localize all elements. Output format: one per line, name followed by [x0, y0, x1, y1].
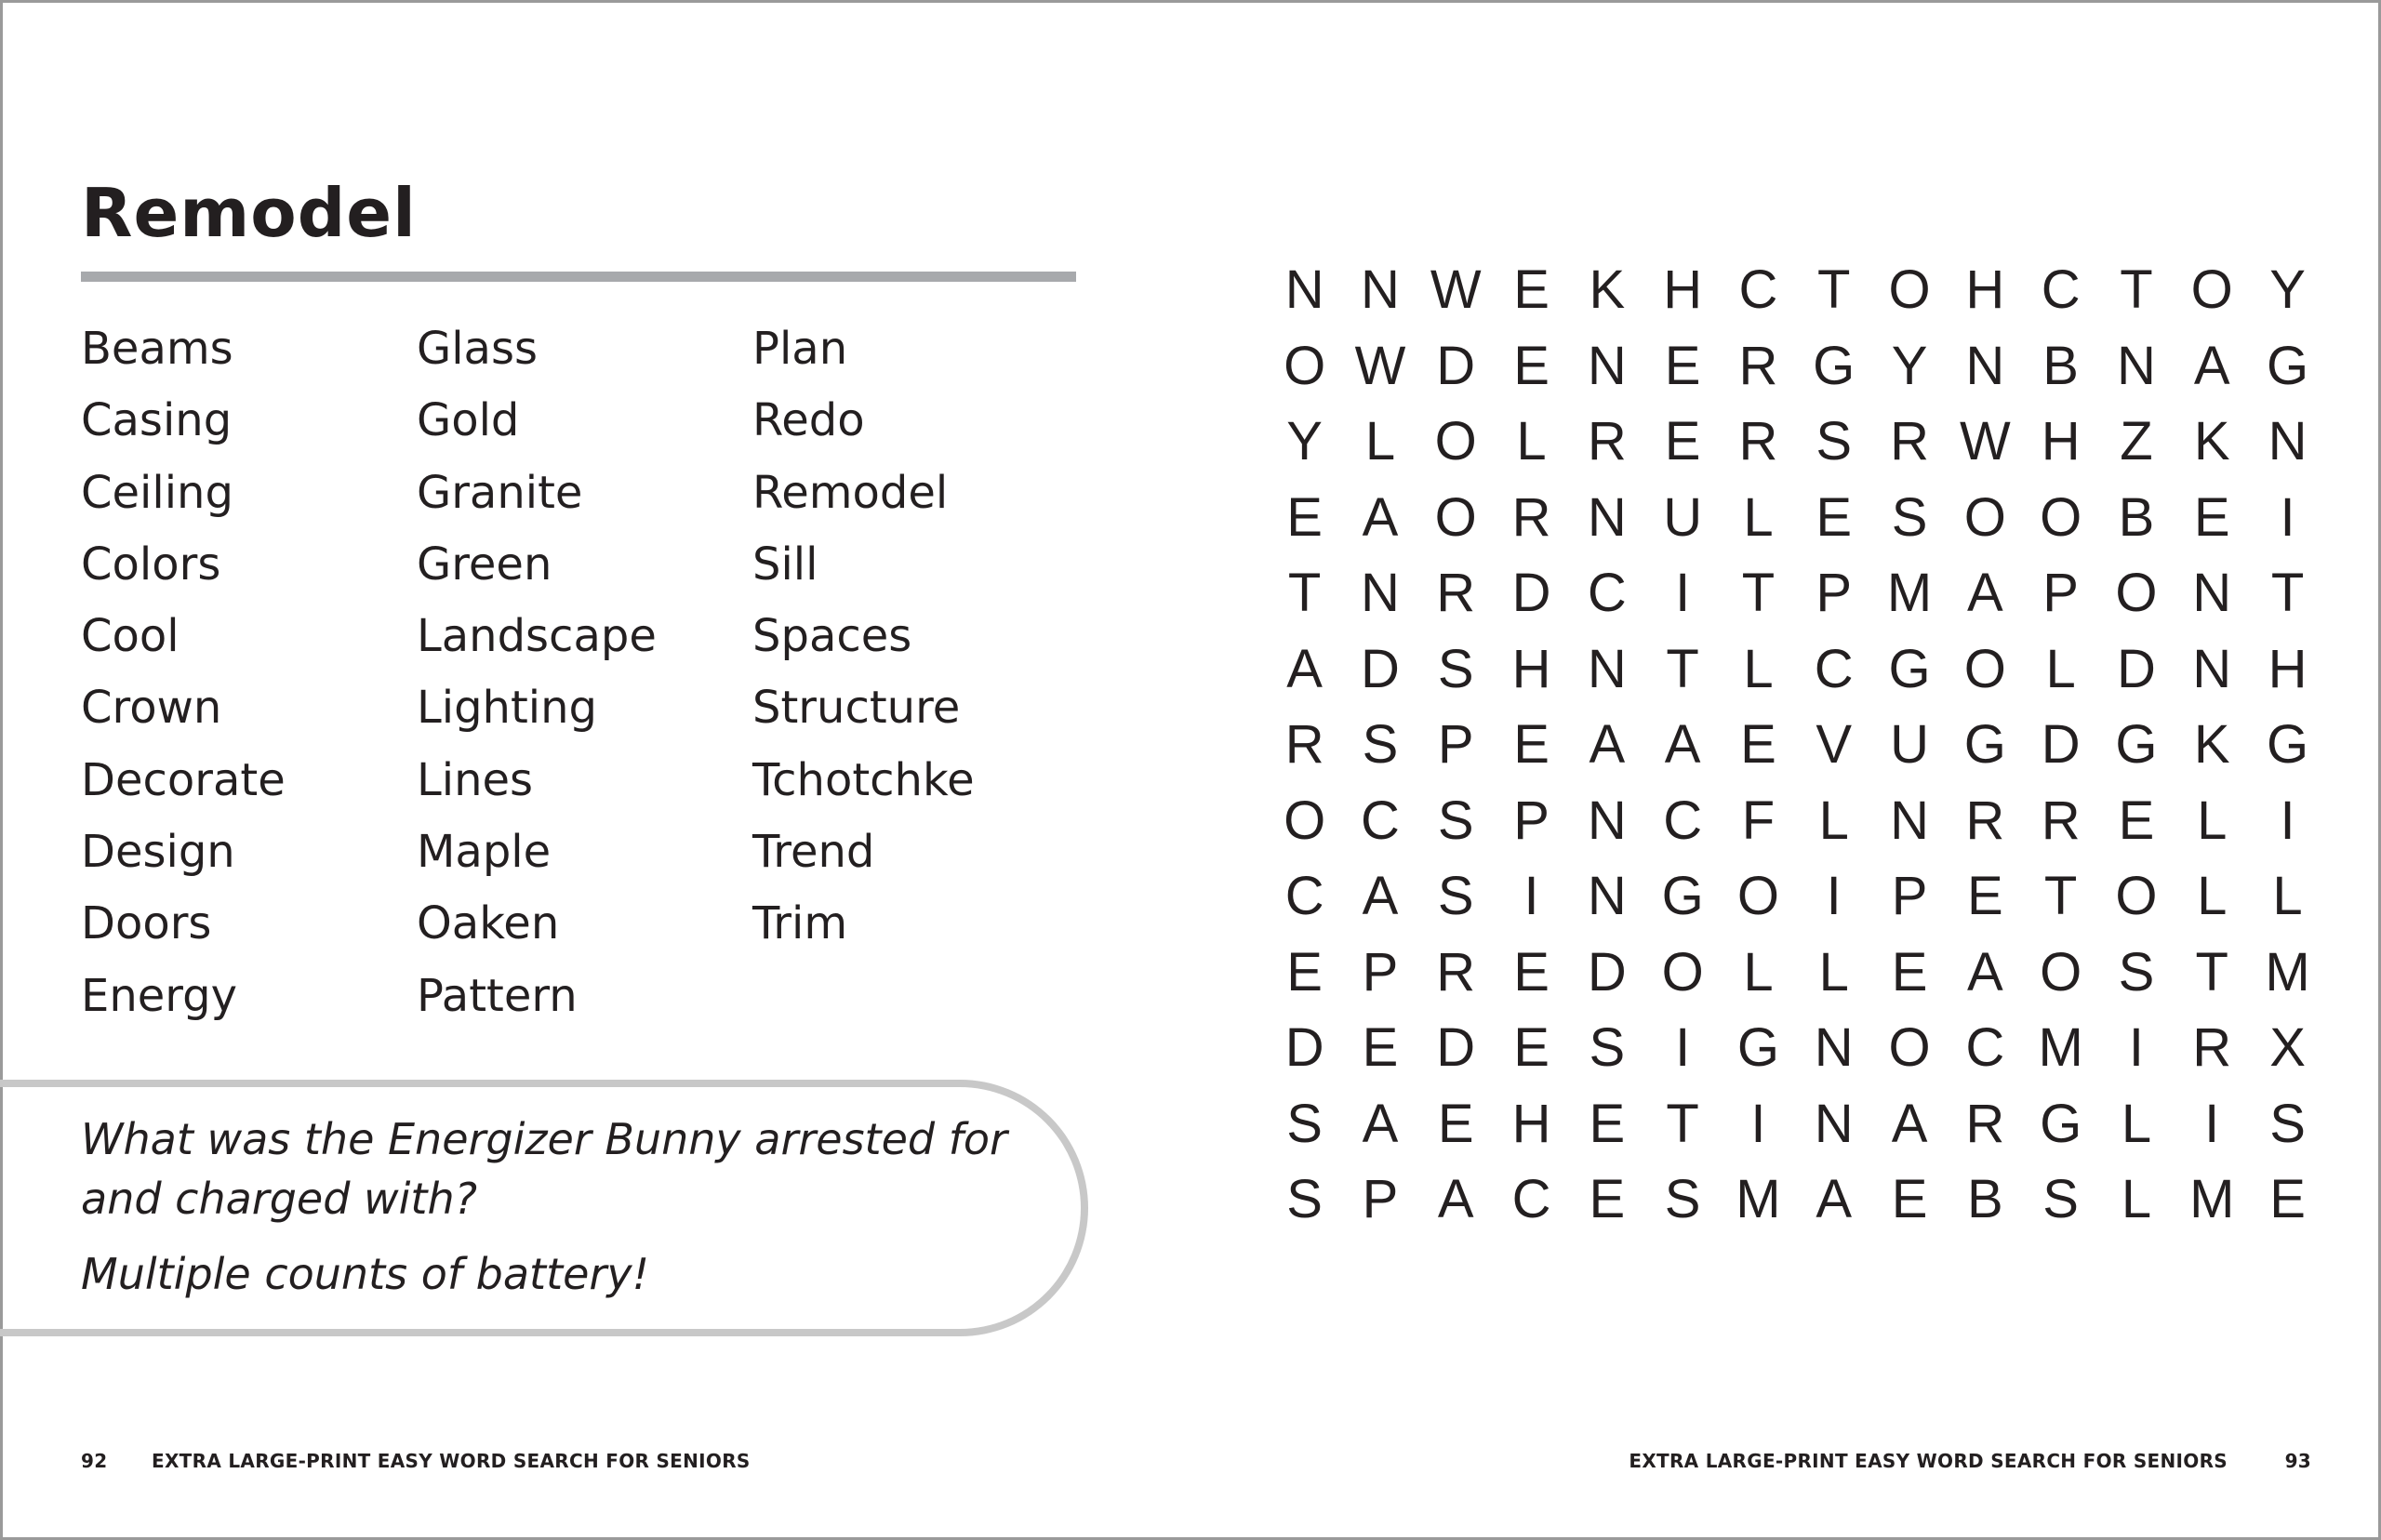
left-page-number: 92	[81, 1450, 108, 1472]
grid-letter: T	[1666, 638, 1699, 699]
grid-letter: O	[1888, 259, 1931, 320]
grid-letter: S	[2042, 1169, 2079, 1229]
grid-letter: G	[2040, 1093, 2082, 1154]
grid-letter: I	[1826, 866, 1842, 926]
word-list-item: Casing	[81, 394, 233, 447]
grid-letter: H	[1511, 1093, 1551, 1154]
word-list-item: Trim	[752, 897, 848, 950]
grid-letter: E	[2193, 486, 2230, 548]
grid-letter: B	[1966, 1169, 2003, 1229]
grid-letter: S	[1362, 714, 1399, 775]
word-list-item: Landscape	[417, 610, 657, 663]
grid-letter: T	[1741, 563, 1776, 623]
grid-letter: L	[2197, 790, 2228, 851]
grid-letter: L	[2272, 866, 2303, 926]
grid-letter: E	[1891, 1169, 1928, 1229]
grid-letter: E	[1437, 1093, 1474, 1154]
grid-letter: I	[1675, 563, 1691, 623]
grid-letter: D	[1284, 1017, 1324, 1078]
word-list-item: Decorate	[81, 753, 286, 806]
grid-row	[1267, 935, 2325, 1010]
grid-letter: N	[1587, 638, 1627, 699]
grid-letter: T	[2043, 866, 2078, 926]
grid-letter: D	[2041, 714, 2081, 775]
grid-letter: L	[2121, 1093, 2152, 1154]
grid-letter: C	[1814, 638, 1854, 699]
grid-letter: A	[1816, 1169, 1853, 1229]
grid-letter: G	[1963, 714, 2006, 775]
letter-grid	[1267, 252, 2325, 1236]
grid-letter: A	[1891, 1093, 1928, 1154]
grid-letter: E	[1362, 1017, 1399, 1078]
word-list-item: Granite	[417, 466, 583, 519]
word-list-item: Glass	[417, 323, 538, 375]
grid-letter: N	[1587, 790, 1627, 851]
grid-letter: N	[1814, 1093, 1854, 1154]
grid-letter: E	[2118, 790, 2155, 851]
grid-letter: T	[1817, 259, 1851, 320]
grid-letter: G	[1661, 866, 1704, 926]
grid-letter: E	[1513, 335, 1550, 396]
grid-letter: O	[2040, 486, 2082, 548]
grid-letter: H	[2268, 638, 2308, 699]
grid-letter: K	[2193, 714, 2230, 775]
left-running-footer: EXTRA LARGE-PRINT EASY WORD SEARCH FOR SENIORS	[152, 1450, 751, 1472]
word-list-item: Lines	[417, 753, 534, 806]
grid-letter: N	[2117, 335, 2156, 396]
grid-letter: N	[2192, 638, 2232, 699]
grid-letter: D	[1511, 563, 1551, 623]
grid-letter: I	[1675, 1017, 1691, 1078]
grid-letter: D	[1436, 335, 1476, 396]
grid-letter: O	[1434, 411, 1477, 471]
grid-letter: E	[1664, 335, 1701, 396]
grid-letter: M	[2265, 941, 2310, 1002]
grid-letter: M	[1736, 1169, 1781, 1229]
word-list-item: Cool	[81, 610, 180, 663]
grid-letter: N	[1814, 1017, 1854, 1078]
grid-letter: A	[1286, 638, 1323, 699]
grid-row	[1267, 252, 2325, 327]
word-list-item: Plan	[752, 323, 848, 375]
grid-row	[1267, 328, 2325, 404]
title-underline	[81, 272, 1076, 282]
grid-letter: L	[1818, 790, 1849, 851]
grid-letter: O	[1661, 941, 1704, 1002]
grid-letter: L	[1743, 638, 1774, 699]
grid-letter: D	[1587, 941, 1627, 1002]
word-list-item: Spaces	[752, 610, 912, 663]
grid-letter: X	[2269, 1017, 2306, 1078]
grid-letter: P	[1891, 866, 1928, 926]
grid-letter: O	[1434, 486, 1477, 548]
grid-letter: R	[1738, 411, 1778, 471]
grid-row	[1267, 1086, 2325, 1162]
grid-letter: R	[1965, 790, 2005, 851]
grid-letter: E	[1513, 941, 1550, 1002]
word-list-column-1	[81, 313, 406, 1032]
grid-letter: Z	[2120, 411, 2153, 471]
grid-letter: P	[1362, 941, 1399, 1002]
word-list-item: Pattern	[417, 969, 578, 1022]
grid-letter: P	[1513, 790, 1550, 851]
grid-letter: S	[1286, 1093, 1323, 1154]
grid-letter: G	[2266, 335, 2309, 396]
grid-letter: Y	[1286, 411, 1323, 471]
word-list-column-2	[417, 313, 742, 1032]
grid-letter: A	[1589, 714, 1626, 775]
puzzle-title: Remodel	[81, 174, 417, 252]
grid-letter: A	[1664, 714, 1701, 775]
grid-letter: V	[1816, 714, 1853, 775]
grid-letter: S	[2269, 1093, 2306, 1154]
grid-letter: A	[2193, 335, 2230, 396]
grid-letter: E	[1891, 941, 1928, 1002]
grid-letter: A	[1437, 1169, 1474, 1229]
grid-letter: S	[1816, 411, 1853, 471]
grid-letter: O	[1888, 1017, 1931, 1078]
grid-letter: K	[2193, 411, 2230, 471]
grid-letter: O	[1736, 866, 1779, 926]
grid-letter: G	[1888, 638, 1931, 699]
grid-letter: N	[1965, 335, 2005, 396]
grid-letter: S	[1437, 638, 1474, 699]
grid-letter: O	[2115, 866, 2158, 926]
word-list-item: Design	[81, 826, 235, 879]
grid-row	[1267, 1162, 2325, 1237]
grid-row	[1267, 858, 2325, 934]
grid-letter: T	[1666, 1093, 1699, 1154]
grid-letter: G	[2115, 714, 2158, 775]
grid-row	[1267, 480, 2325, 555]
grid-letter: R	[1436, 563, 1476, 623]
grid-letter: R	[1587, 411, 1627, 471]
grid-letter: L	[1743, 486, 1774, 548]
grid-letter: O	[2115, 563, 2158, 623]
word-list-item: Beams	[81, 323, 233, 375]
word-list-item: Oaken	[417, 897, 560, 950]
grid-letter: N	[1284, 259, 1324, 320]
grid-letter: C	[1663, 790, 1703, 851]
grid-letter: T	[2120, 259, 2153, 320]
grid-row	[1267, 707, 2325, 782]
grid-letter: O	[2040, 941, 2082, 1002]
grid-letter: S	[2118, 941, 2155, 1002]
grid-row	[1267, 555, 2325, 631]
grid-letter: P	[2042, 563, 2079, 623]
grid-letter: Y	[1891, 335, 1928, 396]
word-list-item: Tchotchke	[752, 753, 975, 806]
grid-letter: R	[1511, 486, 1551, 548]
word-list-item: Ceiling	[81, 466, 233, 519]
grid-letter: S	[1286, 1169, 1323, 1229]
grid-letter: W	[1354, 335, 1406, 396]
word-list-item: Sill	[752, 538, 818, 591]
grid-letter: D	[1436, 1017, 1476, 1078]
grid-letter: S	[1437, 866, 1474, 926]
word-list	[81, 313, 1104, 1039]
grid-letter: A	[1966, 941, 2003, 1002]
grid-letter: A	[1966, 563, 2003, 623]
grid-letter: C	[1965, 1017, 2005, 1078]
grid-letter: I	[1523, 866, 1539, 926]
grid-letter: N	[1587, 486, 1627, 548]
grid-letter: E	[2269, 1169, 2306, 1229]
grid-letter: A	[1362, 866, 1399, 926]
grid-letter: U	[1890, 714, 1929, 775]
grid-letter: R	[1738, 335, 1778, 396]
grid-letter: H	[1965, 259, 2005, 320]
grid-letter: H	[1663, 259, 1703, 320]
grid-letter: O	[2190, 259, 2233, 320]
grid-letter: E	[1513, 259, 1550, 320]
word-list-item: Trend	[752, 826, 875, 879]
grid-letter: M	[2189, 1169, 2235, 1229]
grid-letter: N	[2192, 563, 2232, 623]
grid-letter: N	[1587, 866, 1627, 926]
grid-letter: E	[1513, 1017, 1550, 1078]
grid-letter: I	[2204, 1093, 2220, 1154]
grid-letter: E	[1664, 411, 1701, 471]
word-list-item: Lighting	[417, 682, 598, 735]
grid-letter: M	[2038, 1017, 2083, 1078]
grid-letter: W	[1959, 411, 2011, 471]
grid-letter: R	[1890, 411, 1929, 471]
grid-letter: I	[1750, 1093, 1766, 1154]
grid-letter: N	[2268, 411, 2308, 471]
grid-letter: A	[1362, 486, 1399, 548]
grid-letter: N	[1890, 790, 1929, 851]
grid-letter: L	[1743, 941, 1774, 1002]
grid-letter: D	[2117, 638, 2156, 699]
riddle-question: What was the Energizer Bunny arrested for and charged with?	[81, 1114, 1007, 1224]
word-list-item: Colors	[81, 538, 221, 591]
grid-letter: O	[1284, 790, 1326, 851]
grid-letter: L	[2045, 638, 2076, 699]
grid-letter: S	[1891, 486, 1928, 548]
grid-letter: C	[1511, 1169, 1551, 1229]
grid-letter: T	[2270, 563, 2305, 623]
grid-row	[1267, 783, 2325, 858]
grid-letter: F	[1741, 790, 1776, 851]
grid-letter: I	[2128, 1017, 2144, 1078]
grid-letter: Y	[2269, 259, 2306, 320]
word-list-item: Redo	[752, 394, 865, 447]
grid-letter: E	[1286, 941, 1323, 1002]
word-list-item: Gold	[417, 394, 520, 447]
grid-letter: S	[1589, 1017, 1626, 1078]
grid-letter: R	[1965, 1093, 2005, 1154]
grid-letter: E	[1286, 486, 1323, 548]
grid-letter: O	[1963, 638, 2006, 699]
grid-letter: H	[2041, 411, 2081, 471]
grid-letter: L	[1818, 941, 1849, 1002]
grid-letter: B	[2118, 486, 2155, 548]
grid-letter: C	[1587, 563, 1627, 623]
grid-letter: U	[1663, 486, 1703, 548]
grid-letter: E	[1513, 714, 1550, 775]
word-list-item: Green	[417, 538, 552, 591]
grid-letter: A	[1362, 1093, 1399, 1154]
grid-letter: N	[1361, 259, 1400, 320]
grid-letter: L	[2121, 1169, 2152, 1229]
grid-letter: R	[2192, 1017, 2232, 1078]
grid-letter: B	[2042, 335, 2079, 396]
grid-letter: I	[2280, 486, 2295, 548]
grid-letter: K	[1589, 259, 1626, 320]
grid-letter: S	[1664, 1169, 1701, 1229]
grid-letter: P	[1816, 563, 1853, 623]
grid-letter: C	[2041, 259, 2081, 320]
grid-letter: E	[1966, 866, 2003, 926]
word-list-column-3	[752, 313, 1078, 961]
grid-letter: C	[1284, 866, 1324, 926]
grid-letter: D	[1361, 638, 1400, 699]
grid-letter: R	[1284, 714, 1324, 775]
grid-row	[1267, 1010, 2325, 1085]
grid-letter: H	[1511, 638, 1551, 699]
grid-letter: L	[2197, 866, 2228, 926]
grid-letter: P	[1362, 1169, 1399, 1229]
grid-letter: C	[1361, 790, 1400, 851]
grid-row	[1267, 404, 2325, 479]
right-page-number: 93	[2284, 1450, 2311, 1472]
grid-letter: R	[1436, 941, 1476, 1002]
grid-letter: R	[2041, 790, 2081, 851]
grid-letter: O	[1284, 335, 1326, 396]
grid-letter: T	[1287, 563, 1322, 623]
grid-letter: M	[1886, 563, 1933, 623]
grid-letter: O	[1963, 486, 2006, 548]
grid-letter: N	[1361, 563, 1400, 623]
grid-letter: G	[1813, 335, 1856, 396]
word-list-item: Crown	[81, 682, 222, 735]
grid-letter: G	[1736, 1017, 1779, 1078]
grid-letter: N	[1587, 335, 1627, 396]
grid-letter: T	[2195, 941, 2228, 1002]
grid-letter: P	[1437, 714, 1474, 775]
grid-letter: I	[2280, 790, 2295, 851]
grid-letter: W	[1430, 259, 1482, 320]
grid-letter: C	[1738, 259, 1778, 320]
grid-letter: E	[1589, 1093, 1626, 1154]
grid-letter: G	[2266, 714, 2309, 775]
word-list-item: Doors	[81, 897, 212, 950]
riddle-answer: Multiple counts of battery!	[81, 1249, 650, 1299]
grid-letter: E	[1589, 1169, 1626, 1229]
word-list-item: Energy	[81, 969, 238, 1022]
word-list-item: Structure	[752, 682, 961, 735]
grid-letter: E	[1816, 486, 1853, 548]
word-list-item: Remodel	[752, 466, 949, 519]
grid-letter: E	[1740, 714, 1776, 775]
grid-row	[1267, 631, 2325, 707]
right-running-footer: EXTRA LARGE-PRINT EASY WORD SEARCH FOR SENIORS	[1629, 1450, 2228, 1472]
grid-letter: S	[1437, 790, 1474, 851]
grid-letter: L	[1364, 411, 1396, 471]
grid-letter: L	[1516, 411, 1547, 471]
word-list-item: Maple	[417, 826, 552, 879]
